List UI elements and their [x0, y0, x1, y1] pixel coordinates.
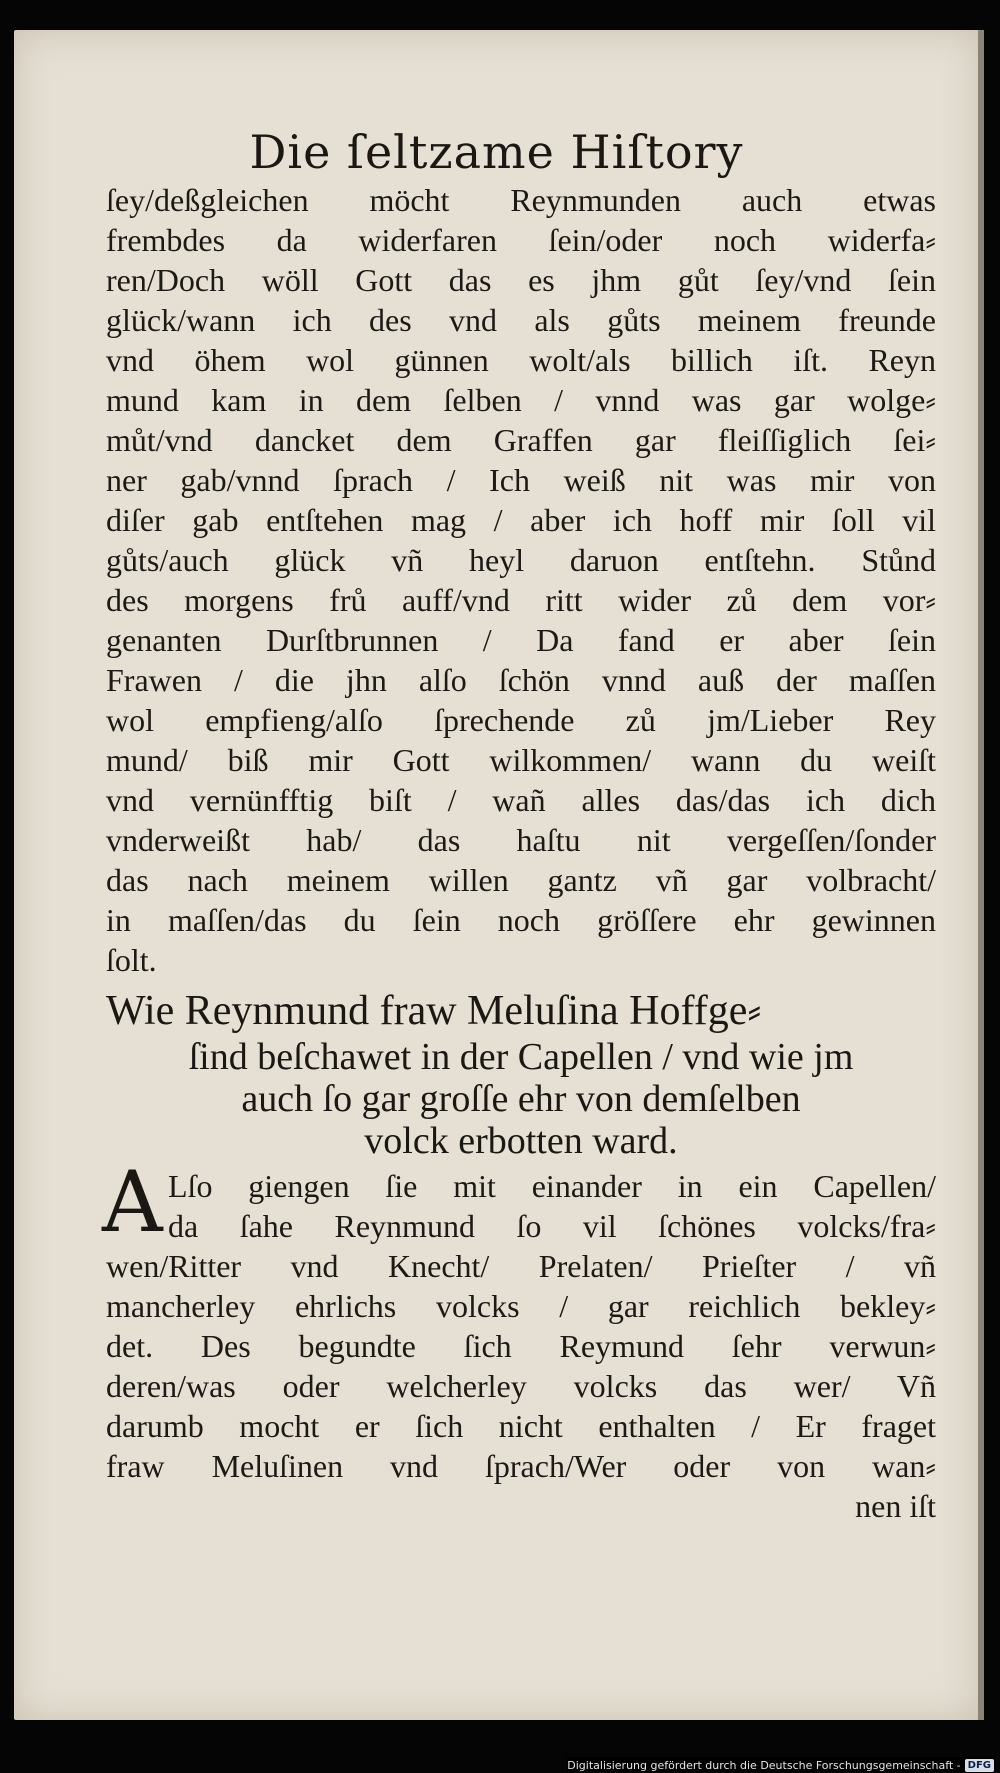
- running-title: Die ſeltzame Hiſtory: [249, 125, 744, 179]
- text-line: Lſo giengen ſie mit einander in ein Capellen/: [168, 1168, 936, 1204]
- text-line: des morgens frů auff/vnd ritt wider zů dem vor⸗: [106, 582, 936, 618]
- text-line: vnd öhem wol günnen wolt/als billich iſt. Reyn: [106, 342, 936, 378]
- initial-capital: A: [102, 1153, 163, 1251]
- text-line: můt/vnd dancket dem Graffen gar fleiſſiglich ſei⸗: [106, 422, 936, 458]
- text-line: das nach meinem willen gantz vñ gar volbracht/: [106, 862, 936, 898]
- text-line: ſey/deßgleichen möcht Reynmunden auch etwas: [106, 182, 936, 218]
- footer-credit: [567, 1757, 994, 1773]
- text-line: mund/ biß mir Gott wilkommen/ wann du weiſt: [106, 742, 936, 778]
- credit-text: Digitalisierung gefördert durch die Deutsche Forschungsgemeinschaft -: [567, 1758, 961, 1772]
- text-line: mancherley ehrlichs volcks / gar reichlich bekley⸗: [106, 1288, 936, 1324]
- text-line: fraw Meluſinen vnd ſprach/Wer oder von wan⸗: [106, 1448, 936, 1484]
- text-line: vnd vernünfftig biſt / wañ alles das/das ich dich: [106, 782, 936, 818]
- book-page: [14, 30, 979, 1720]
- text-line: in maſſen/das du ſein noch gröſſere ehr gewinnen: [106, 902, 936, 938]
- text-line: darumb mocht er ſich nicht enthalten / Er fraget: [106, 1408, 936, 1444]
- text-line: glück/wann ich des vnd als gůts meinem freunde: [106, 302, 936, 338]
- catchword: nen iſt: [855, 1488, 936, 1524]
- text-line: mund kam in dem ſelben / vnnd was gar wolge⸗: [106, 382, 936, 418]
- heading-line: auch ſo gar groſſe ehr von demſelben: [241, 1078, 801, 1120]
- text-line: det. Des begundte ſich Reymund ſehr verwun⸗: [106, 1328, 936, 1364]
- text-line: Frawen / die jhn alſo ſchön vnnd auß der maſſen: [106, 662, 936, 698]
- chapter-heading: [106, 986, 936, 1162]
- text-line: deren/was oder welcherley volcks das wer/ Vñ: [106, 1368, 936, 1404]
- text-line: wol empfieng/alſo ſprechende zů jm/Lieber Rey: [106, 702, 936, 738]
- text-line: wen/Ritter vnd Knecht/ Prelaten/ Prieſter / vñ: [106, 1248, 936, 1284]
- text-line: da ſahe Reynmund ſo vil ſchönes volcks/fra⸗: [168, 1208, 936, 1244]
- text-line: genanten Durſtbrunnen / Da fand er aber ſein: [106, 622, 936, 658]
- dfg-logo: DFG: [965, 1759, 994, 1772]
- heading-line: ſind beſchawet in der Capellen / vnd wie jm: [188, 1036, 854, 1078]
- body-paragraph: [102, 1153, 936, 1526]
- page-text: [102, 180, 936, 1526]
- page-edge: [978, 30, 984, 1720]
- text-line: gůts/auch glück vñ heyl daruon entſtehn. Stůnd: [106, 542, 936, 578]
- body-paragraph: [106, 180, 936, 980]
- text-line: ſolt.: [106, 942, 157, 978]
- text-line: ren/Doch wöll Gott das es jhm gůt ſey/vnd ſein: [106, 262, 936, 298]
- text-line: diſer gab entſtehen mag / aber ich hoff mir ſoll vil: [106, 502, 936, 538]
- heading-line: Wie Reynmund fraw Meluſina Hoffge⸗: [106, 988, 762, 1034]
- text-line: vnderweißt hab/ das haſtu nit vergeſſen/ſonder: [106, 822, 936, 858]
- text-line: frembdes da widerfaren ſein/oder noch widerfa⸗: [106, 222, 936, 258]
- heading-line: volck erbotten ward.: [364, 1120, 678, 1162]
- text-line: ner gab/vnnd ſprach / Ich weiß nit was mir von: [106, 462, 936, 498]
